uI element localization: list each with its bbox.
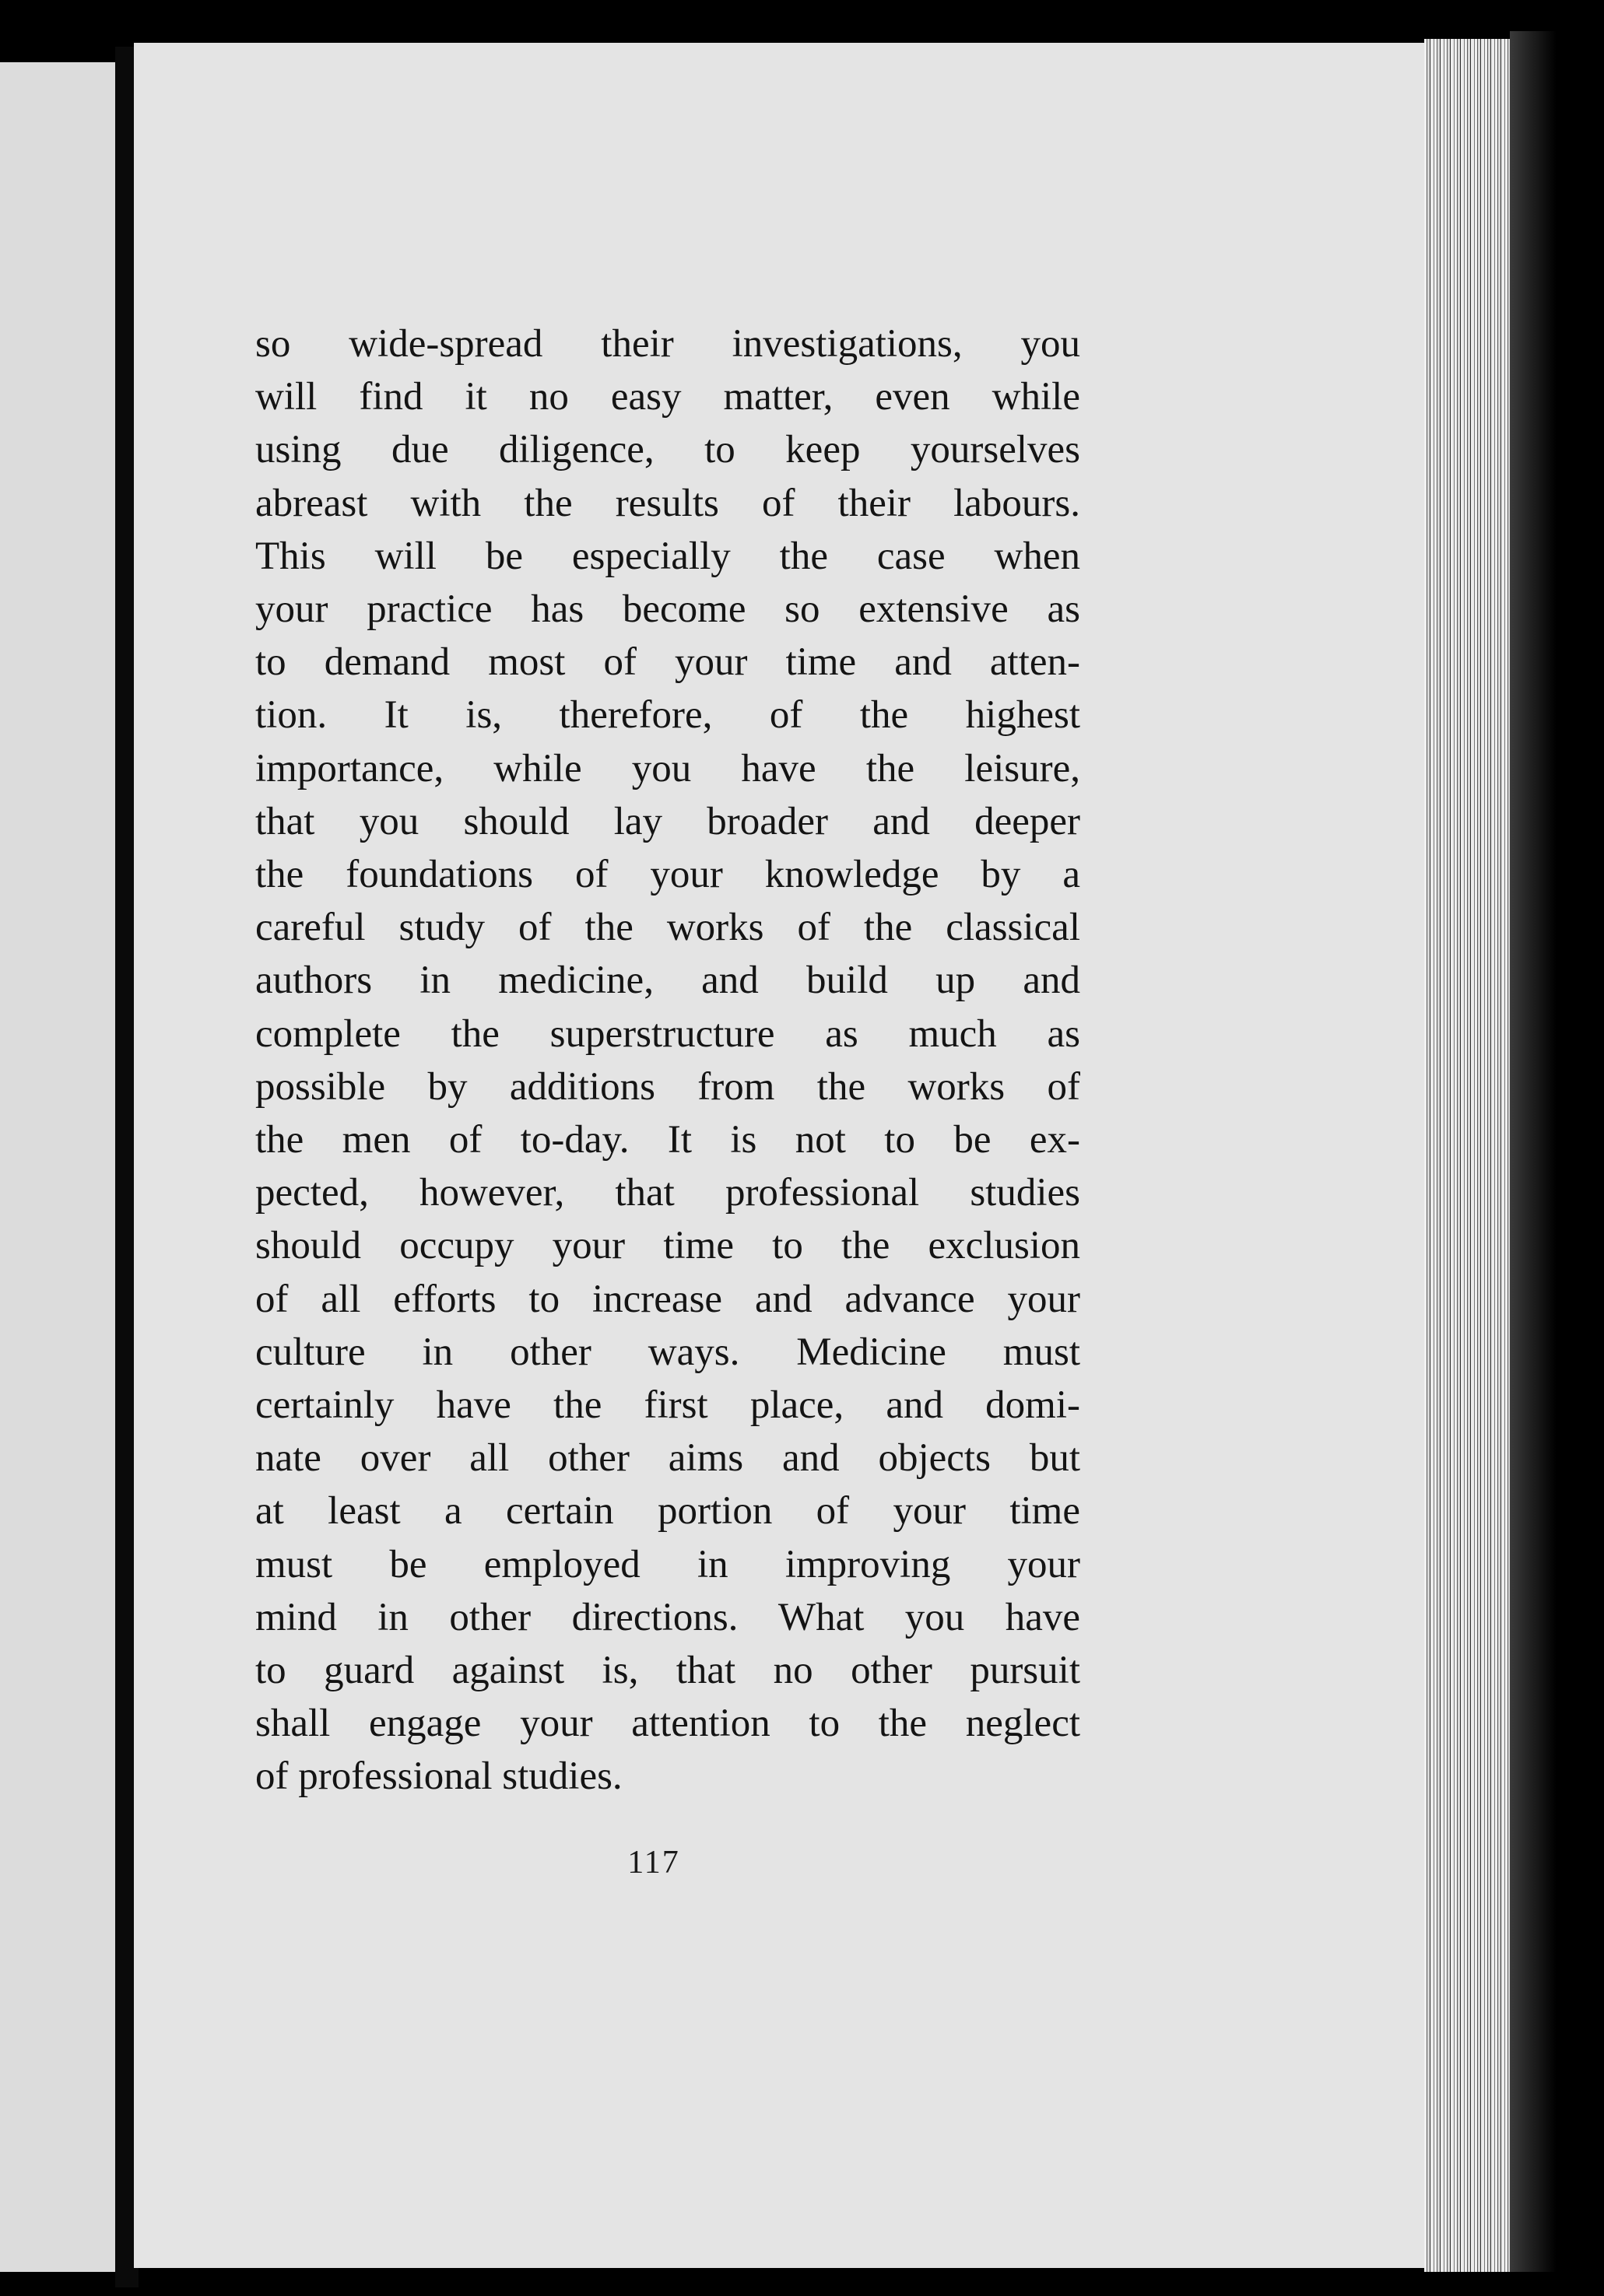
text-line: of all efforts to increase and advance your: [255, 1277, 1080, 1321]
text-line: tion. It is, therefore, of the highest: [255, 693, 1080, 738]
page-stack-edges: [1424, 39, 1510, 2272]
text-line: to demand most of your time and atten-: [255, 640, 1080, 685]
text-line: nate over all other aims and objects but: [255, 1436, 1080, 1481]
text-line: your practice has become so extensive as: [255, 587, 1080, 632]
text-line: the foundations of your knowledge by a: [255, 853, 1080, 897]
text-line: at least a certain portion of your time: [255, 1489, 1080, 1534]
text-line: authors in medicine, and build up and: [255, 959, 1080, 1003]
text-line: so wide-spread their investigations, you: [255, 322, 1080, 366]
text-line: This will be especially the case when: [255, 534, 1080, 578]
page-stack-shadow: [1510, 31, 1557, 2272]
text-line: abreast with the results of their labours.: [255, 481, 1080, 525]
text-line: possible by additions from the works of: [255, 1064, 1080, 1109]
text-line: mind in other directions. What you have: [255, 1595, 1080, 1639]
text-line: certainly have the first place, and domi-: [255, 1383, 1080, 1428]
text-line: using due diligence, to keep yourselves: [255, 428, 1080, 472]
text-line: importance, while you have the leisure,: [255, 746, 1080, 790]
text-line: pected, however, that professional studies: [255, 1171, 1080, 1215]
text-line: must be employed in improving your: [255, 1542, 1080, 1586]
page-number: 117: [627, 1845, 680, 1881]
text-line: should occupy your time to the exclusion: [255, 1224, 1080, 1268]
previous-page-edge: [0, 62, 117, 2272]
text-line: careful study of the works of the classical: [255, 906, 1080, 950]
text-line: to guard against is, that no other pursuit: [255, 1649, 1080, 1693]
text-line: shall engage your attention to the neglect: [255, 1702, 1080, 1746]
text-line: will find it no easy matter, even while: [255, 375, 1080, 419]
body-text: [255, 317, 1080, 1803]
text-line: the men of to-day. It is not to be ex-: [255, 1118, 1080, 1162]
text-line: complete the superstructure as much as: [255, 1011, 1080, 1056]
text-line: culture in other ways. Medicine must: [255, 1330, 1080, 1374]
text-line: of professional studies.: [255, 1754, 623, 1799]
text-line: that you should lay broader and deeper: [255, 799, 1080, 843]
